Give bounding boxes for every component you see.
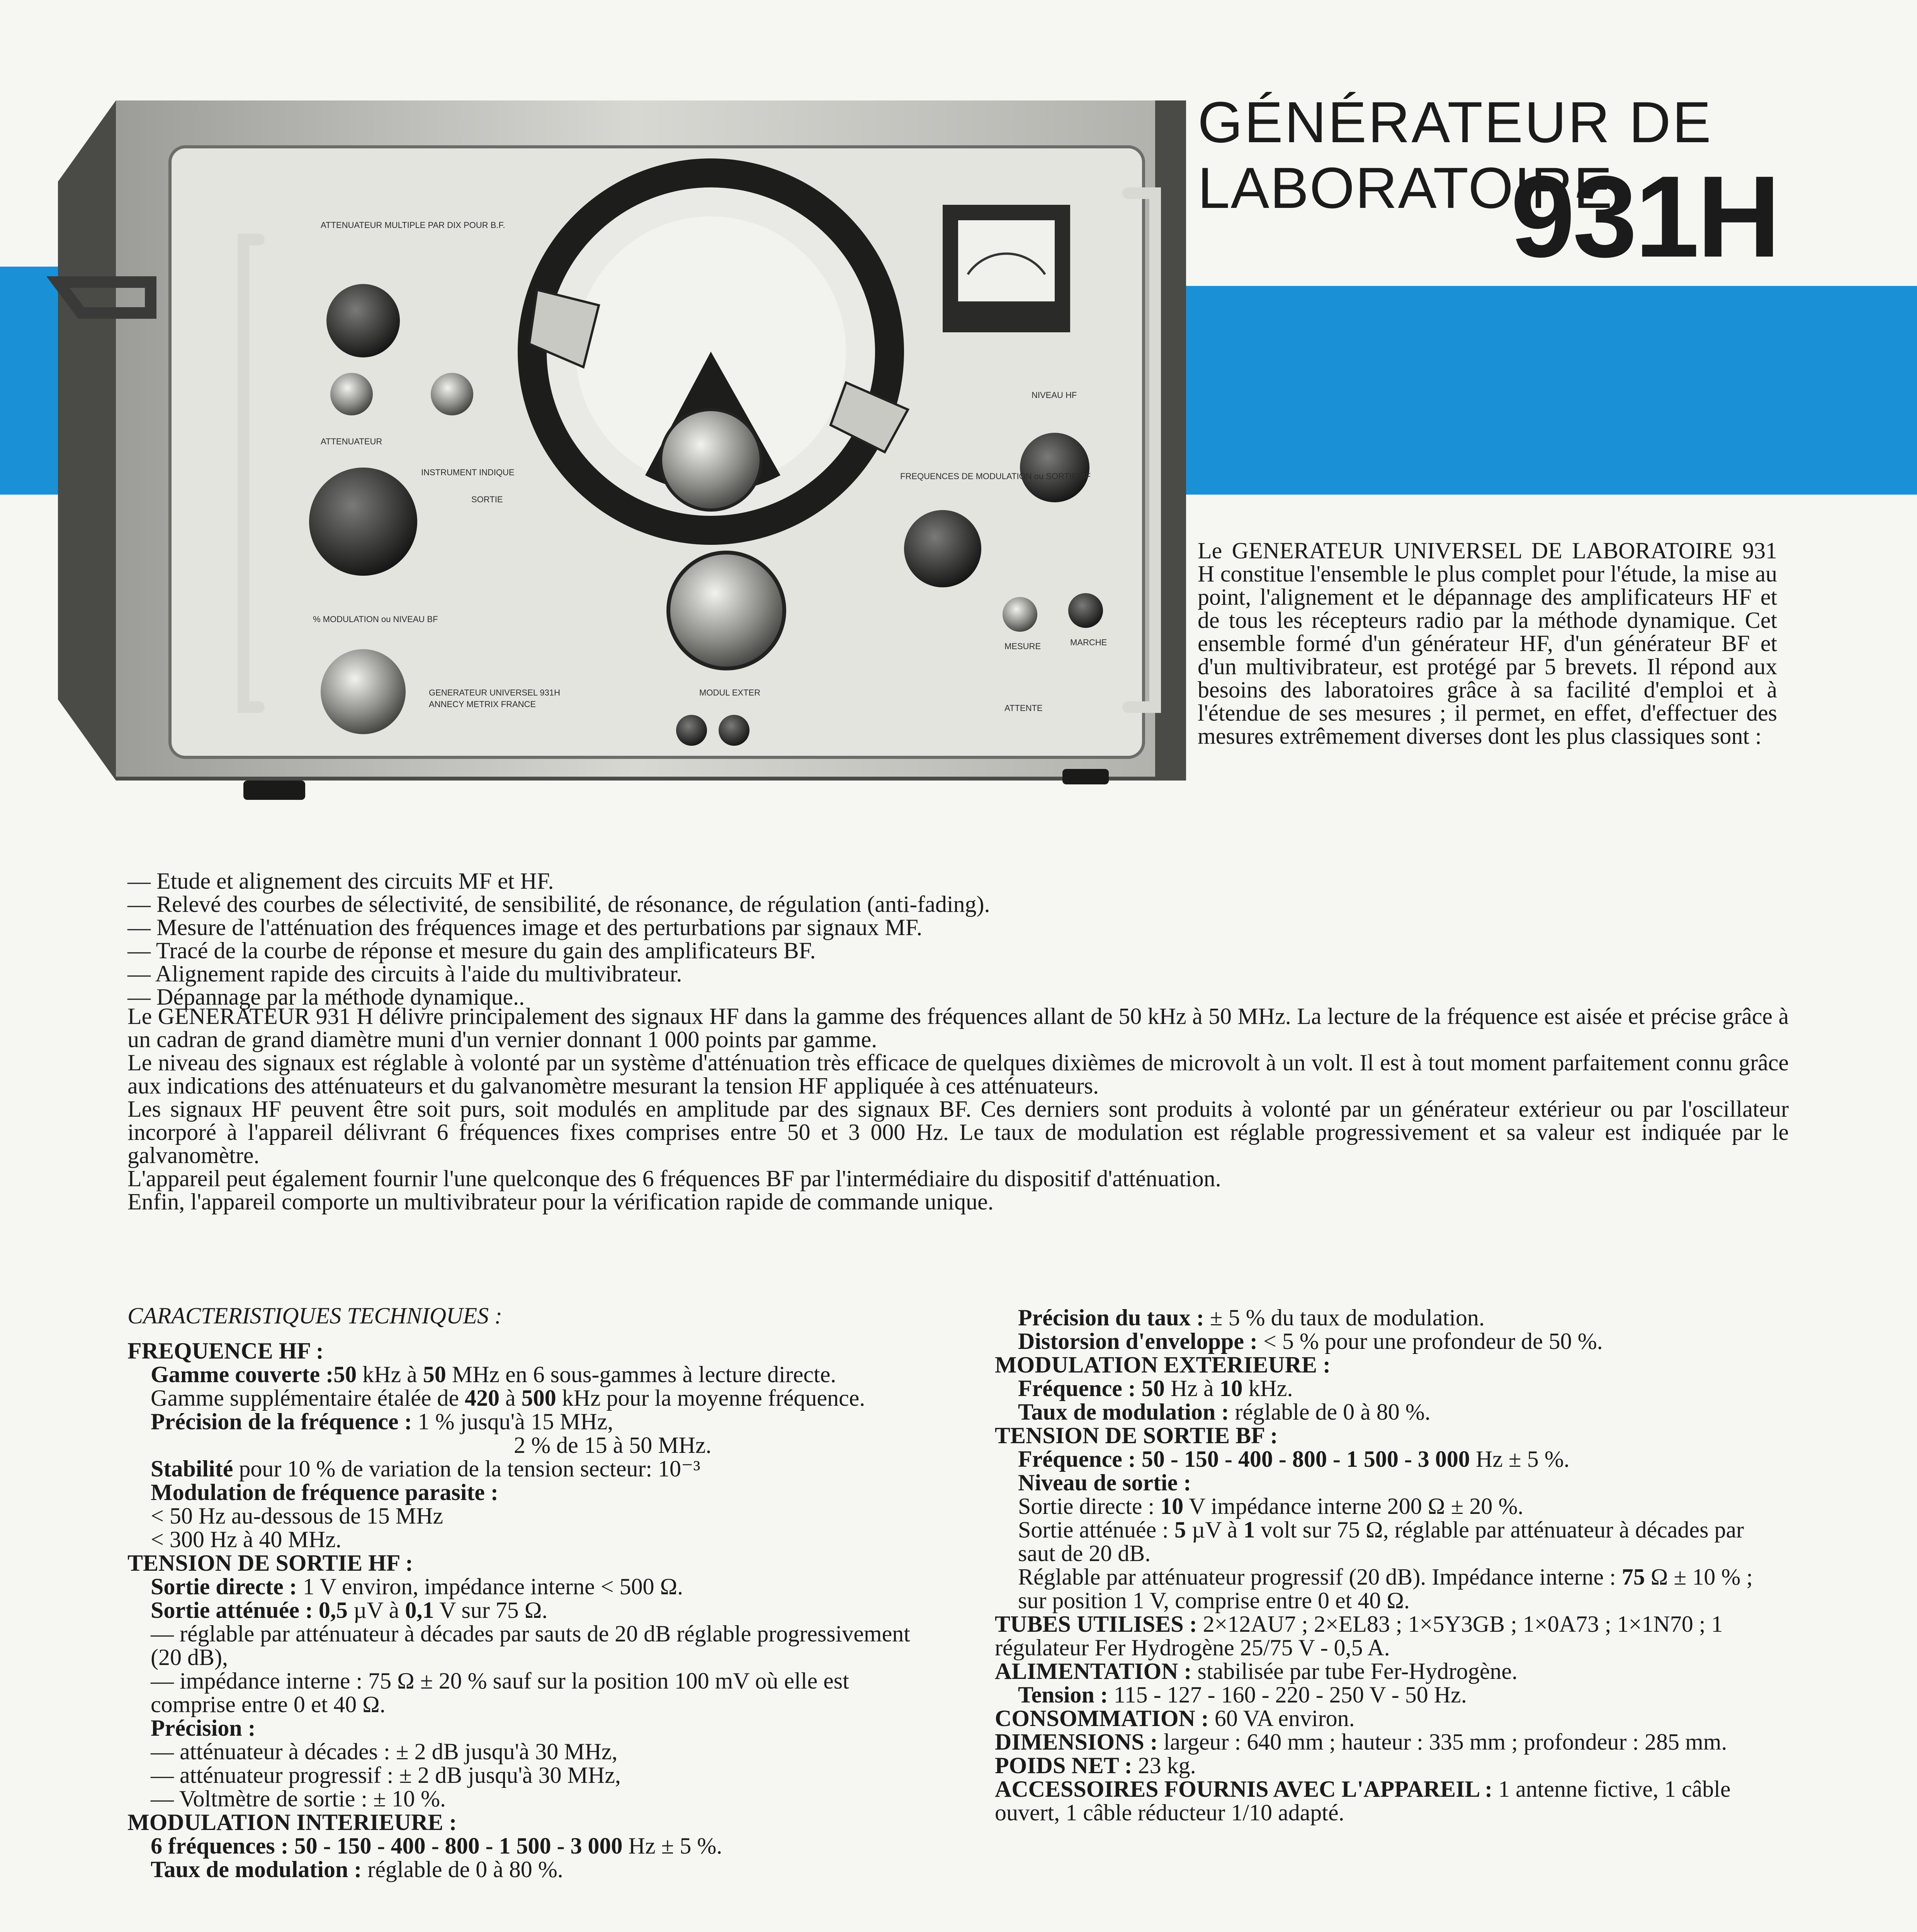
paragraph: Le niveau des signaux est réglable à volonté par un système d'atténuation très efficace de quelques dixièmes de microvolt à un volt. Il est à tout moment parfaitement connu grâce aux indications des atténuateurs et du galvanomètre mesurant la tension HF appliquée à ces atténuateurs. xyxy=(127,1050,1789,1099)
section-heading: MODULATION EXTERIEURE : xyxy=(995,1352,1331,1378)
title-line2: LABORATOIRE xyxy=(1198,155,1613,220)
spec-distorsion: Distorsion d'enveloppe : < 5 % pour une profondeur de 50 %. xyxy=(1018,1328,1603,1354)
spec-item: — atténuateur à décades : ± 2 dB jusqu'à 30 MHz, xyxy=(151,1739,618,1764)
list-item: — Alignement rapide des circuits à l'aide du multivibrateur. xyxy=(127,961,682,986)
list-item: — Mesure de l'atténuation des fréquences image et des perturbations par signaux MF. xyxy=(127,915,923,940)
spec-mod-parasite: Modulation de fréquence parasite : xyxy=(151,1480,498,1505)
specs-heading: CARACTERISTIQUES TECHNIQUES : xyxy=(127,1303,502,1328)
spec-stabilite: Stabilité pour 10 % de variation de la tension secteur: 10⁻³ xyxy=(151,1456,700,1481)
spec-sortie-attenuee: Sortie atténuée : 5 µV à 1 volt sur 75 Ω, réglable par atténuateur à décades par saut de 20 dB. xyxy=(1018,1517,1744,1566)
spec-tubes: TUBES UTILISES : 2×12AU7 ; 2×EL83 ; 1×5Y3GB ; 1×0A73 ; 1×1N70 ; 1 régulateur Fer Hydrogène 25/75 V - 0,5 A. xyxy=(995,1611,1723,1660)
spec-item: — réglable par atténuateur à décades par sauts de 20 dB réglable progressivement (20 dB), xyxy=(151,1621,910,1670)
panel-label: % MODULATION ou NIVEAU BF xyxy=(313,614,438,624)
spec-consommation: CONSOMMATION : 60 VA environ. xyxy=(995,1706,1355,1731)
spec-item: — Voltmètre de sortie : ± 10 %. xyxy=(151,1786,446,1811)
list-item: — Dépannage par la méthode dynamique.. xyxy=(127,984,525,1010)
spec-frequence-bf: Fréquence : 50 - 150 - 400 - 800 - 1 500 - 3 000 Hz ± 5 %. xyxy=(1018,1446,1570,1472)
section-heading: FREQUENCE HF : xyxy=(127,1338,324,1364)
list-item: — Relevé des courbes de sélectivité, de sensibilité, de résonance, de régulation (anti-fading). xyxy=(127,891,990,917)
specs-left-column xyxy=(127,1304,912,1881)
description-body xyxy=(127,1005,1789,1213)
panel-label: FREQUENCES DE MODULATION ou SORTIE BF xyxy=(900,471,1091,481)
paragraph: Les signaux HF peuvent être soit purs, soit modulés en amplitude par des signaux BF. Ces derniers sont produits à volonté par un générateur extérieur ou par l'oscillateur incorporé à l'appareil délivrant 6 fréquences fixes comprises entre 50 et 3 000 Hz. Le taux de modulation est réglable progressivement et sa valeur est indiquée par le galvanomètre. xyxy=(127,1096,1789,1168)
spec-mod-parasite-2: < 300 Hz à 40 MHz. xyxy=(151,1527,342,1552)
spec-gamme: Gamme couverte :50 kHz à 50 MHz en 6 sous-gammes à lecture directe. Gamme supplémentaire étalée de 420 à 500 kHz pour la moyenne fréquence. xyxy=(151,1362,865,1411)
spec-reglable: Réglable par atténuateur progressif (20 dB). Impédance interne : 75 Ω ± 10 % ; sur position 1 V, comprise entre 0 et 40 Ω. xyxy=(1018,1564,1753,1613)
spec-taux: Taux de modulation : réglable de 0 à 80 %. xyxy=(151,1857,563,1882)
panel-label: ANNECY METRIX FRANCE xyxy=(429,699,536,709)
panel-label: MARCHE xyxy=(1070,638,1107,647)
spec-item: — atténuateur progressif : ± 2 dB jusqu'à 30 MHz, xyxy=(151,1762,621,1788)
spec-six-freq: 6 fréquences : 50 - 150 - 400 - 800 - 1 500 - 3 000 Hz ± 5 %. xyxy=(151,1833,722,1859)
panel-label: INSTRUMENT INDIQUE xyxy=(421,468,515,477)
spec-mod-parasite-1: < 50 Hz au-dessous de 15 MHz xyxy=(151,1503,444,1529)
panel-label: ATTENTE xyxy=(1004,703,1043,713)
paragraph: L'appareil peut également fournir l'une quelconque des 6 fréquences BF par l'intermédiaire du dispositif d'atténuation. xyxy=(127,1166,1221,1191)
spec-sortie-directe: Sortie directe : 10 V impédance interne 200 Ω ± 20 %. xyxy=(1018,1493,1524,1519)
spec-poids: POIDS NET : 23 kg. xyxy=(995,1753,1196,1778)
spec-precision: Précision de la fréquence : 1 % jusqu'à 15 MHz, xyxy=(151,1409,614,1434)
galvanometer xyxy=(943,205,1070,332)
uses-list xyxy=(127,869,1789,1009)
panel-label: NIVEAU HF xyxy=(1032,390,1077,400)
panel-label: GENERATEUR UNIVERSEL 931H xyxy=(429,688,560,697)
spec-niveau: Niveau de sortie : xyxy=(1018,1470,1191,1495)
panel-label: ATTENUATEUR MULTIPLE PAR DIX POUR B.F. xyxy=(321,220,505,230)
panel-label: MESURE xyxy=(1004,641,1041,651)
section-heading: MODULATION INTERIEURE : xyxy=(127,1810,457,1835)
intro-paragraph: Le GENERATEUR UNIVERSEL DE LABORATOIRE 931 H constitue l'ensemble le plus complet pour l'étude, la mise au point, l'alignement et le dépannage des amplificateurs HF et de tous les récepteurs radio par la méthode dynamique. Cet ensemble formé d'un générateur HF, d'un générateur BF et d'un multivibrateur, est protégé par 5 brevets. Il répond aux besoins des laboratoires grâce à sa facilité d'emploi et à l'étendue de ses mesures ; il permet, en effet, d'effectuer des mesures extrêmement diverses dont les plus classiques sont : xyxy=(1198,538,1777,749)
spec-tension: Tension : 115 - 127 - 160 - 220 - 250 V - 50 Hz. xyxy=(1018,1682,1467,1708)
specs-right-column xyxy=(995,1306,1781,1825)
paragraph: Enfin, l'appareil comporte un multivibrateur pour la vérification rapide de commande unique. xyxy=(127,1189,994,1214)
list-item: — Tracé de la courbe de réponse et mesure du gain des amplificateurs BF. xyxy=(127,938,816,963)
spec-taux: Taux de modulation : réglable de 0 à 80 %. xyxy=(1018,1399,1431,1425)
spec-item: — impédance interne : 75 Ω ± 20 % sauf sur la position 100 mV où elle est comprise entre 0 et 40 Ω. xyxy=(151,1668,849,1717)
panel-label: ATTENUATEUR xyxy=(321,437,382,446)
spec-dimensions: DIMENSIONS : largeur : 640 mm ; hauteur : 335 mm ; profondeur : 285 mm. xyxy=(995,1729,1727,1755)
section-heading: TENSION DE SORTIE HF : xyxy=(127,1550,413,1576)
paragraph: Le GENERATEUR 931 H délivre principalement des signaux HF dans la gamme des fréquences allant de 50 kHz à 50 MHz. La lecture de la fréquence est aisée et précise grâce à un cadran de grand diamètre muni d'un vernier donnant 1 000 points par gamme. xyxy=(127,1003,1789,1052)
spec-sortie-attenuee: Sortie atténuée : 0,5 µV à 0,1 V sur 75 Ω. xyxy=(151,1597,548,1623)
generator-photo xyxy=(42,73,1186,819)
spec-precision-label: Précision : xyxy=(151,1715,256,1741)
spec-alimentation: ALIMENTATION : stabilisée par tube Fer-Hydrogène. xyxy=(995,1658,1518,1684)
spec-precision-taux: Précision du taux : ± 5 % du taux de modulation. xyxy=(1018,1305,1485,1330)
panel-label: SORTIE xyxy=(471,495,503,504)
model-number: 931H xyxy=(1511,151,1779,281)
spec-accessoires: ACCESSOIRES FOURNIS AVEC L'APPAREIL : 1 antenne fictive, 1 câble ouvert, 1 câble réducteur 1/10 adapté. xyxy=(995,1776,1731,1825)
spec-sortie-directe: Sortie directe : 1 V environ, impédance interne < 500 Ω. xyxy=(151,1574,683,1599)
spec-frequence: Fréquence : 50 Hz à 10 kHz. xyxy=(1018,1376,1293,1401)
section-heading: TENSION DE SORTIE BF : xyxy=(995,1423,1278,1448)
panel-label: MODUL EXTER xyxy=(699,688,761,697)
spec-precision-2: 2 % de 15 à 50 MHz. xyxy=(514,1432,712,1458)
list-item: — Etude et alignement des circuits MF et HF. xyxy=(127,868,554,894)
title-line1: GÉNÉRATEUR DE xyxy=(1198,90,1713,155)
